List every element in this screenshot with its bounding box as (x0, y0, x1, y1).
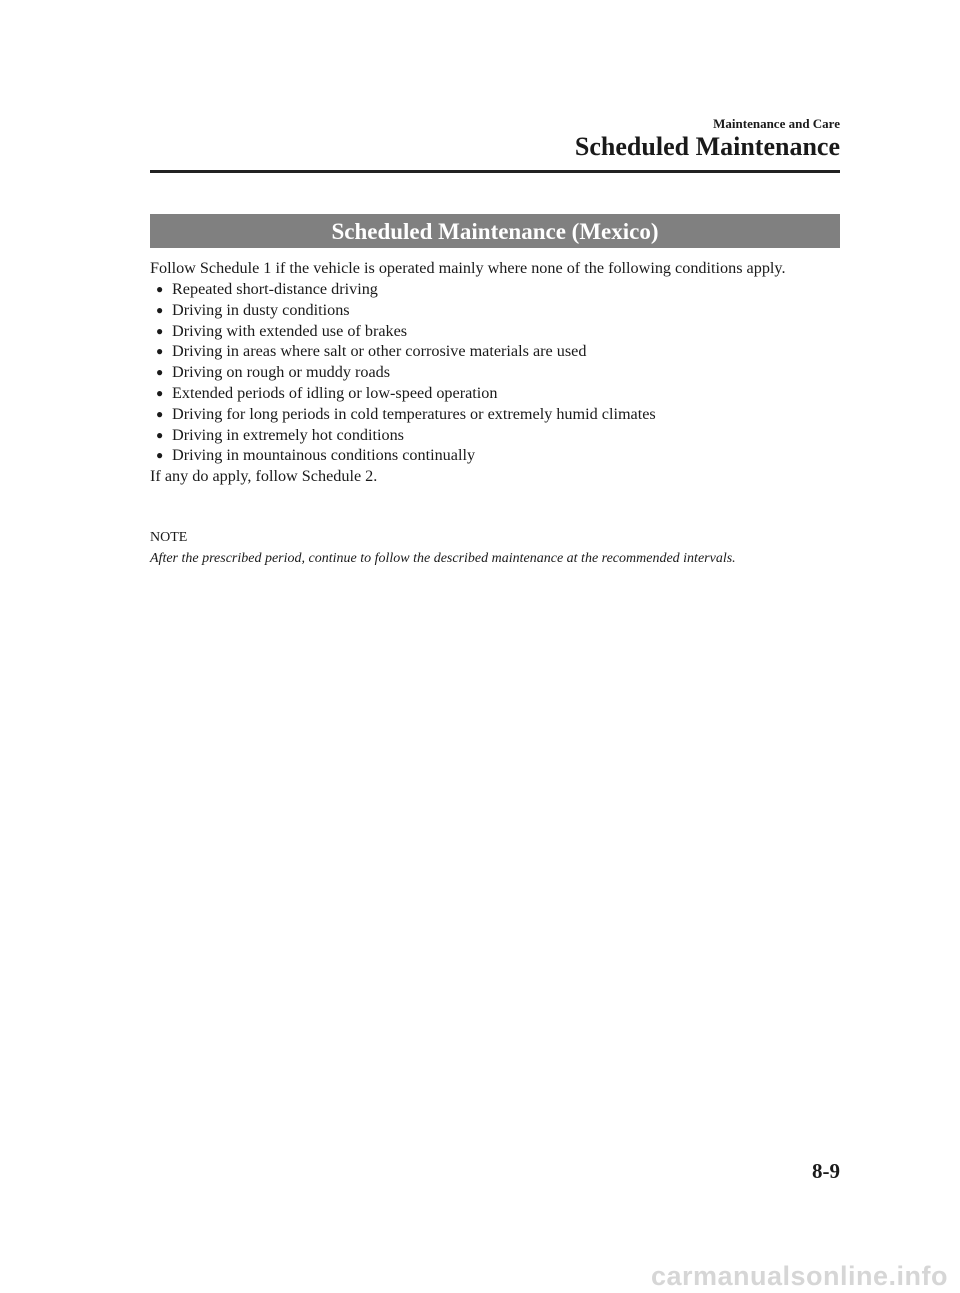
list-item (150, 445, 840, 466)
list-item-text: Repeated short-distance driving (172, 280, 378, 298)
list-item-text: Extended periods of idling or low-speed operation (172, 383, 498, 402)
list-item-text: Driving with extended use of brakes (172, 321, 408, 340)
bullet-icon: ● (156, 302, 164, 317)
list-item (150, 279, 840, 300)
note-text: After the prescribed period, continue to follow the described maintenance at the recommended intervals. (150, 551, 736, 566)
bullet-icon: ● (156, 282, 164, 296)
outro-paragraph: If any do apply, follow Schedule 2. (150, 467, 378, 486)
list-item-text: Driving on rough or muddy roads (172, 363, 391, 382)
watermark (0, 1260, 960, 1293)
bullet-icon: ● (156, 365, 164, 380)
list-item-text: Driving for long periods in cold temperatures or extremely humid climates (172, 404, 656, 423)
section-banner: Scheduled Maintenance (Mexico) (150, 214, 840, 248)
list-item-text: Driving in areas where salt or other corrosive materials are used (172, 342, 587, 361)
list-item (150, 341, 840, 362)
list-item-text: Driving in dusty conditions (172, 300, 350, 319)
body-text (150, 258, 840, 487)
bullet-icon: ● (156, 448, 164, 463)
bullet-icon: ● (156, 427, 164, 442)
watermark-text: carmanualsonline.info (650, 1261, 948, 1291)
list-item (150, 425, 840, 446)
list-item (150, 300, 840, 321)
bullet-icon: ● (156, 344, 164, 359)
note-block (150, 528, 840, 570)
list-item (150, 404, 840, 425)
header-divider (150, 170, 840, 173)
list-item (150, 321, 840, 342)
bullet-icon: ● (156, 323, 164, 338)
chapter-title: Maintenance and Care (713, 116, 840, 131)
list-item-text: Driving in extremely hot conditions (172, 425, 404, 444)
bullet-icon: ● (156, 406, 164, 421)
intro-paragraph: Follow Schedule 1 if the vehicle is operated mainly where none of the following conditions apply. (150, 259, 786, 277)
note-title: NOTE (150, 530, 188, 545)
section-title: Scheduled Maintenance (574, 132, 840, 161)
list-item (150, 362, 840, 383)
page-number: 8-9 (812, 1159, 840, 1183)
bullet-icon: ● (156, 385, 164, 400)
list-item-text: Driving in mountainous conditions continually (172, 446, 476, 465)
list-item (150, 383, 840, 404)
conditions-list (150, 279, 840, 466)
